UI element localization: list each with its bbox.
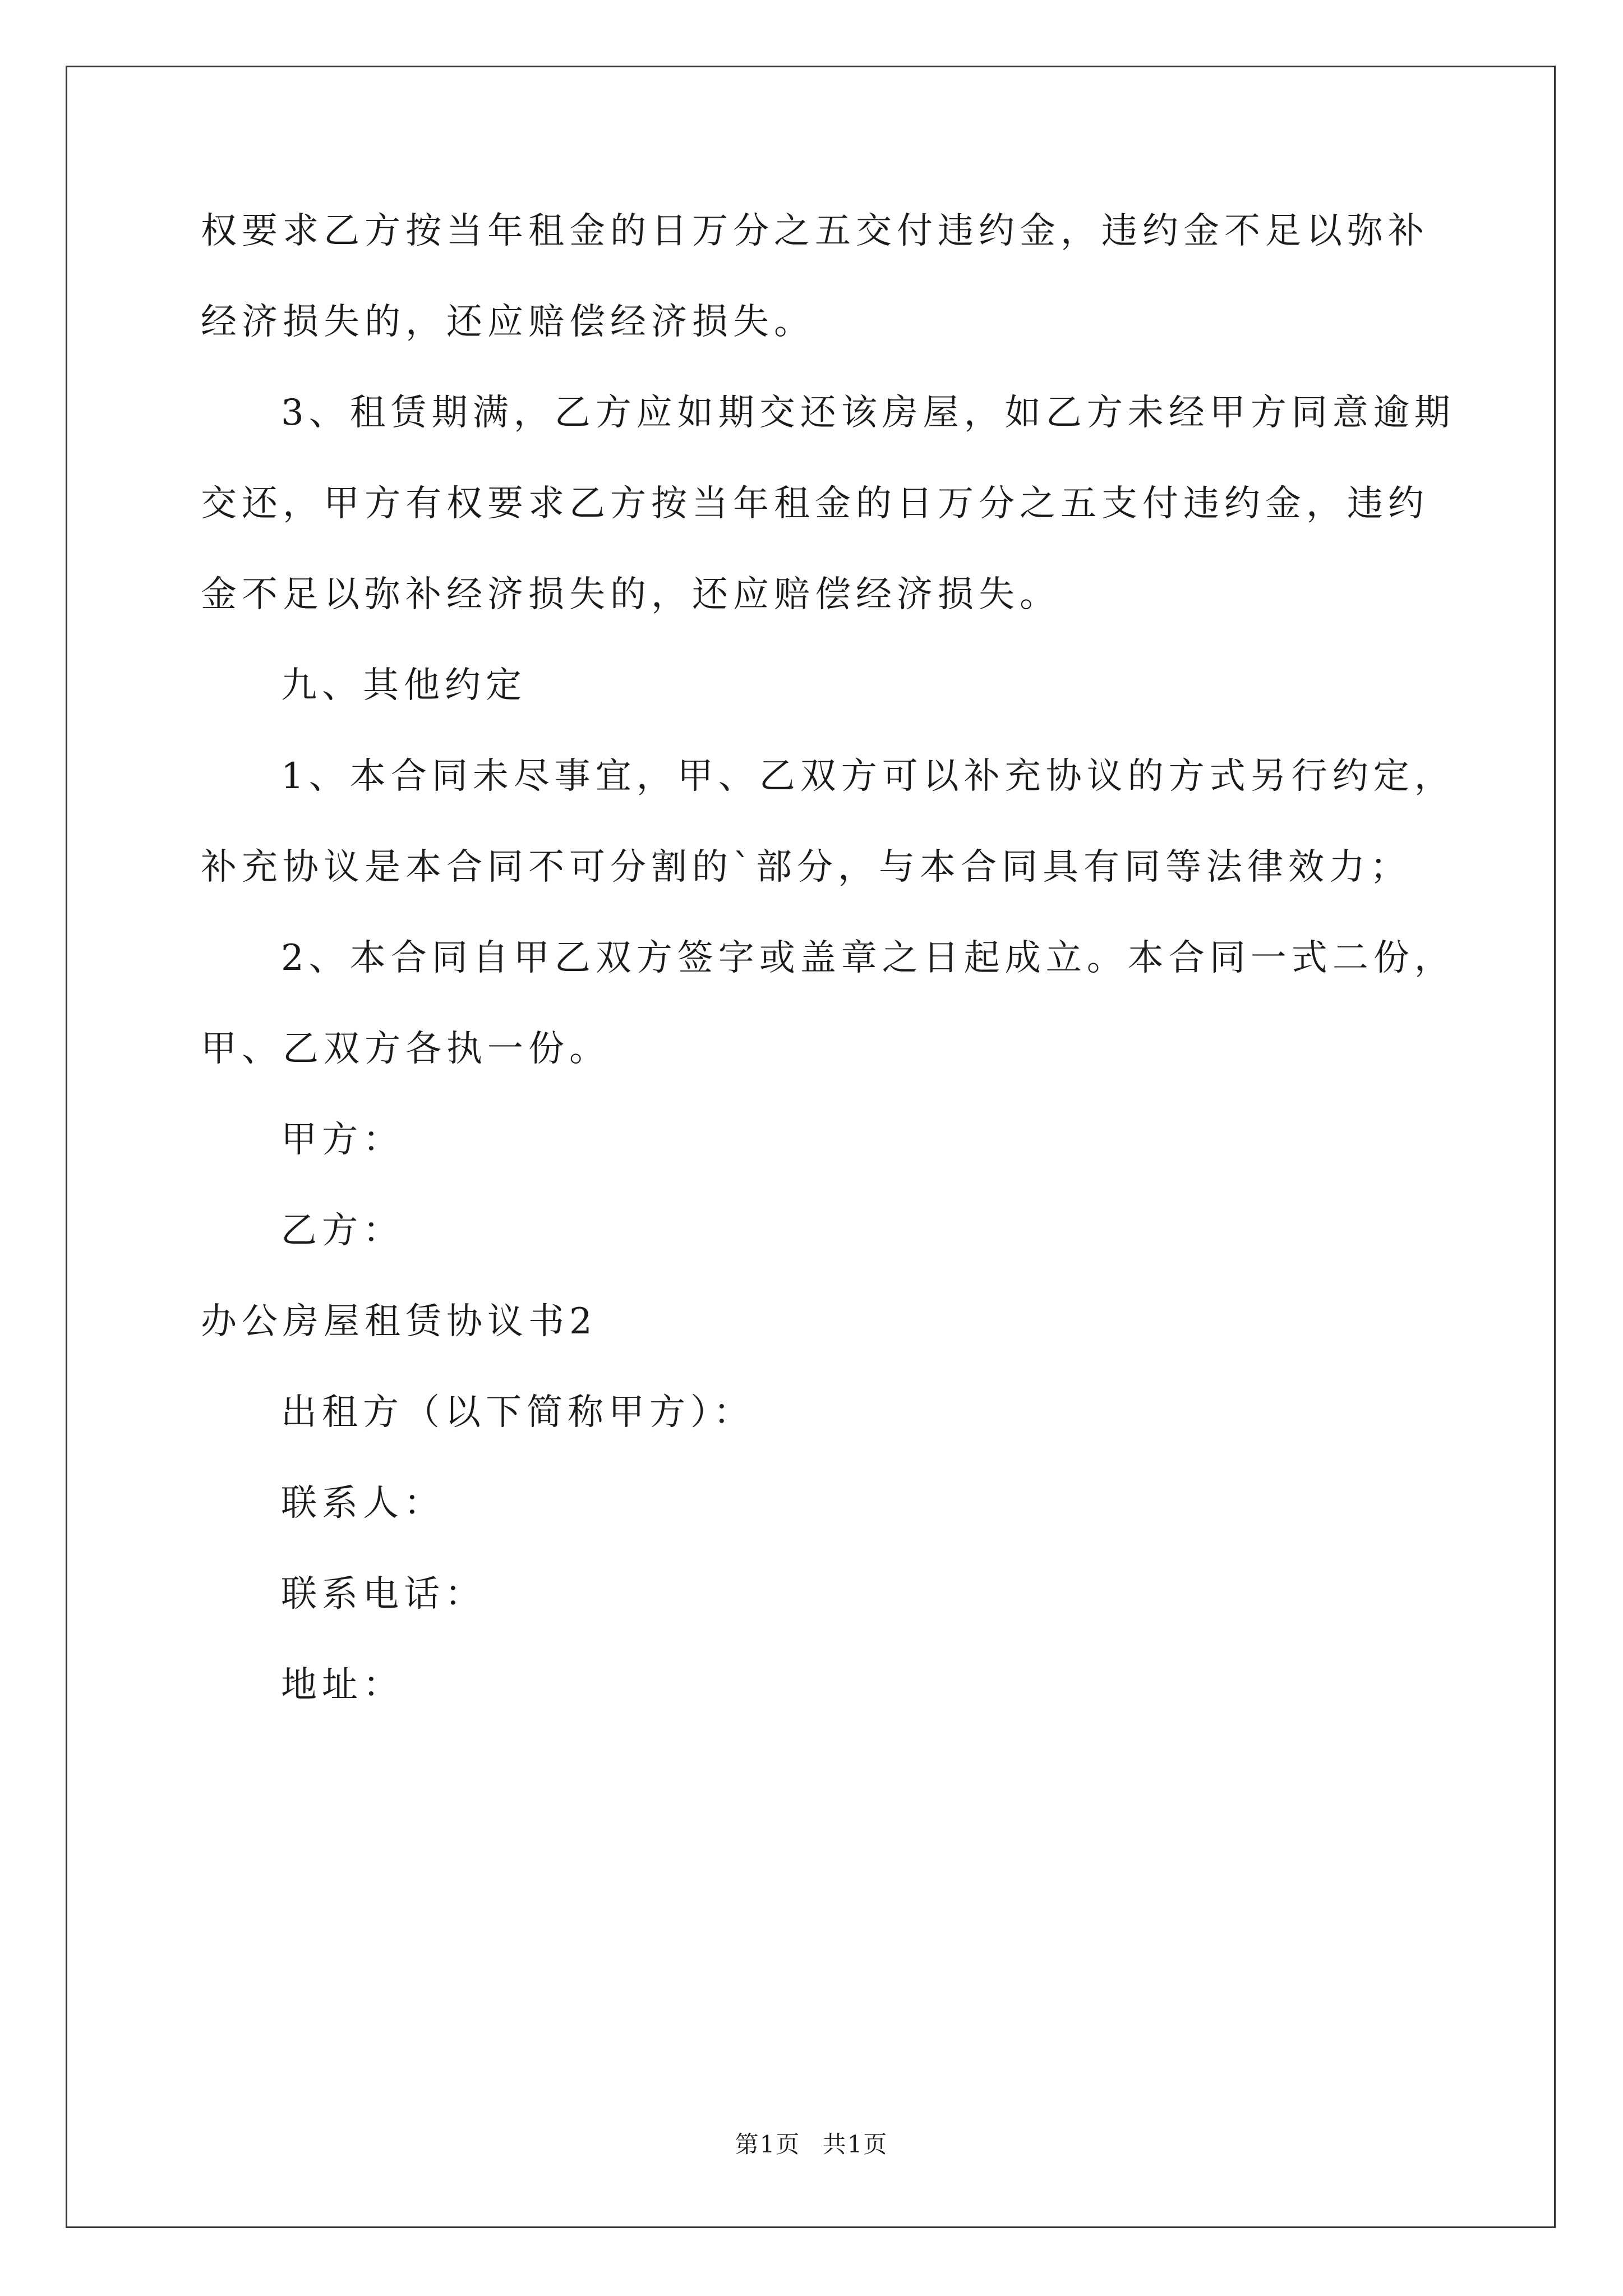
page-total: 共1页 <box>822 2131 888 2158</box>
paragraph-line: 甲、乙双方各执一份。 <box>201 1028 610 1070</box>
contact-person-label: 联系人： <box>281 1483 445 1524</box>
paragraph-line: 3、租赁期满，乙方应如期交还该房屋，如乙方未经甲方同意逾期 <box>281 392 1455 434</box>
paragraph-line: 经济损失的，还应赔偿经济损失。 <box>201 301 815 343</box>
party-b-label: 乙方： <box>281 1210 404 1251</box>
page-footer <box>0 2126 1623 2160</box>
paragraph-line: 交还，甲方有权要求乙方按当年租金的日万分之五支付违约金，违约 <box>201 483 1429 524</box>
address-label: 地址： <box>281 1664 404 1706</box>
lessor-label: 出租方（以下简称甲方）： <box>281 1392 754 1433</box>
contact-phone-label: 联系电话： <box>281 1573 486 1615</box>
paragraph-line: 补充协议是本合同不可分割的`部分，与本合同具有同等法律效力； <box>201 846 1411 888</box>
page-number: 第1页 <box>735 2131 801 2158</box>
document-title: 办公房屋租赁协议书2 <box>201 1301 597 1342</box>
party-a-label: 甲方： <box>281 1119 404 1161</box>
paragraph-line: 2、本合同自甲乙双方签字或盖章之日起成立。本合同一式二份， <box>281 937 1455 979</box>
paragraph-line: 金不足以弥补经济损失的，还应赔偿经济损失。 <box>201 574 1061 615</box>
section-heading: 九、其他约定 <box>281 665 527 706</box>
paragraph-line: 权要求乙方按当年租金的日万分之五交付违约金，违约金不足以弥补 <box>201 210 1429 252</box>
paragraph-line: 1、本合同未尽事宜，甲、乙双方可以补充协议的方式另行约定， <box>281 756 1455 797</box>
